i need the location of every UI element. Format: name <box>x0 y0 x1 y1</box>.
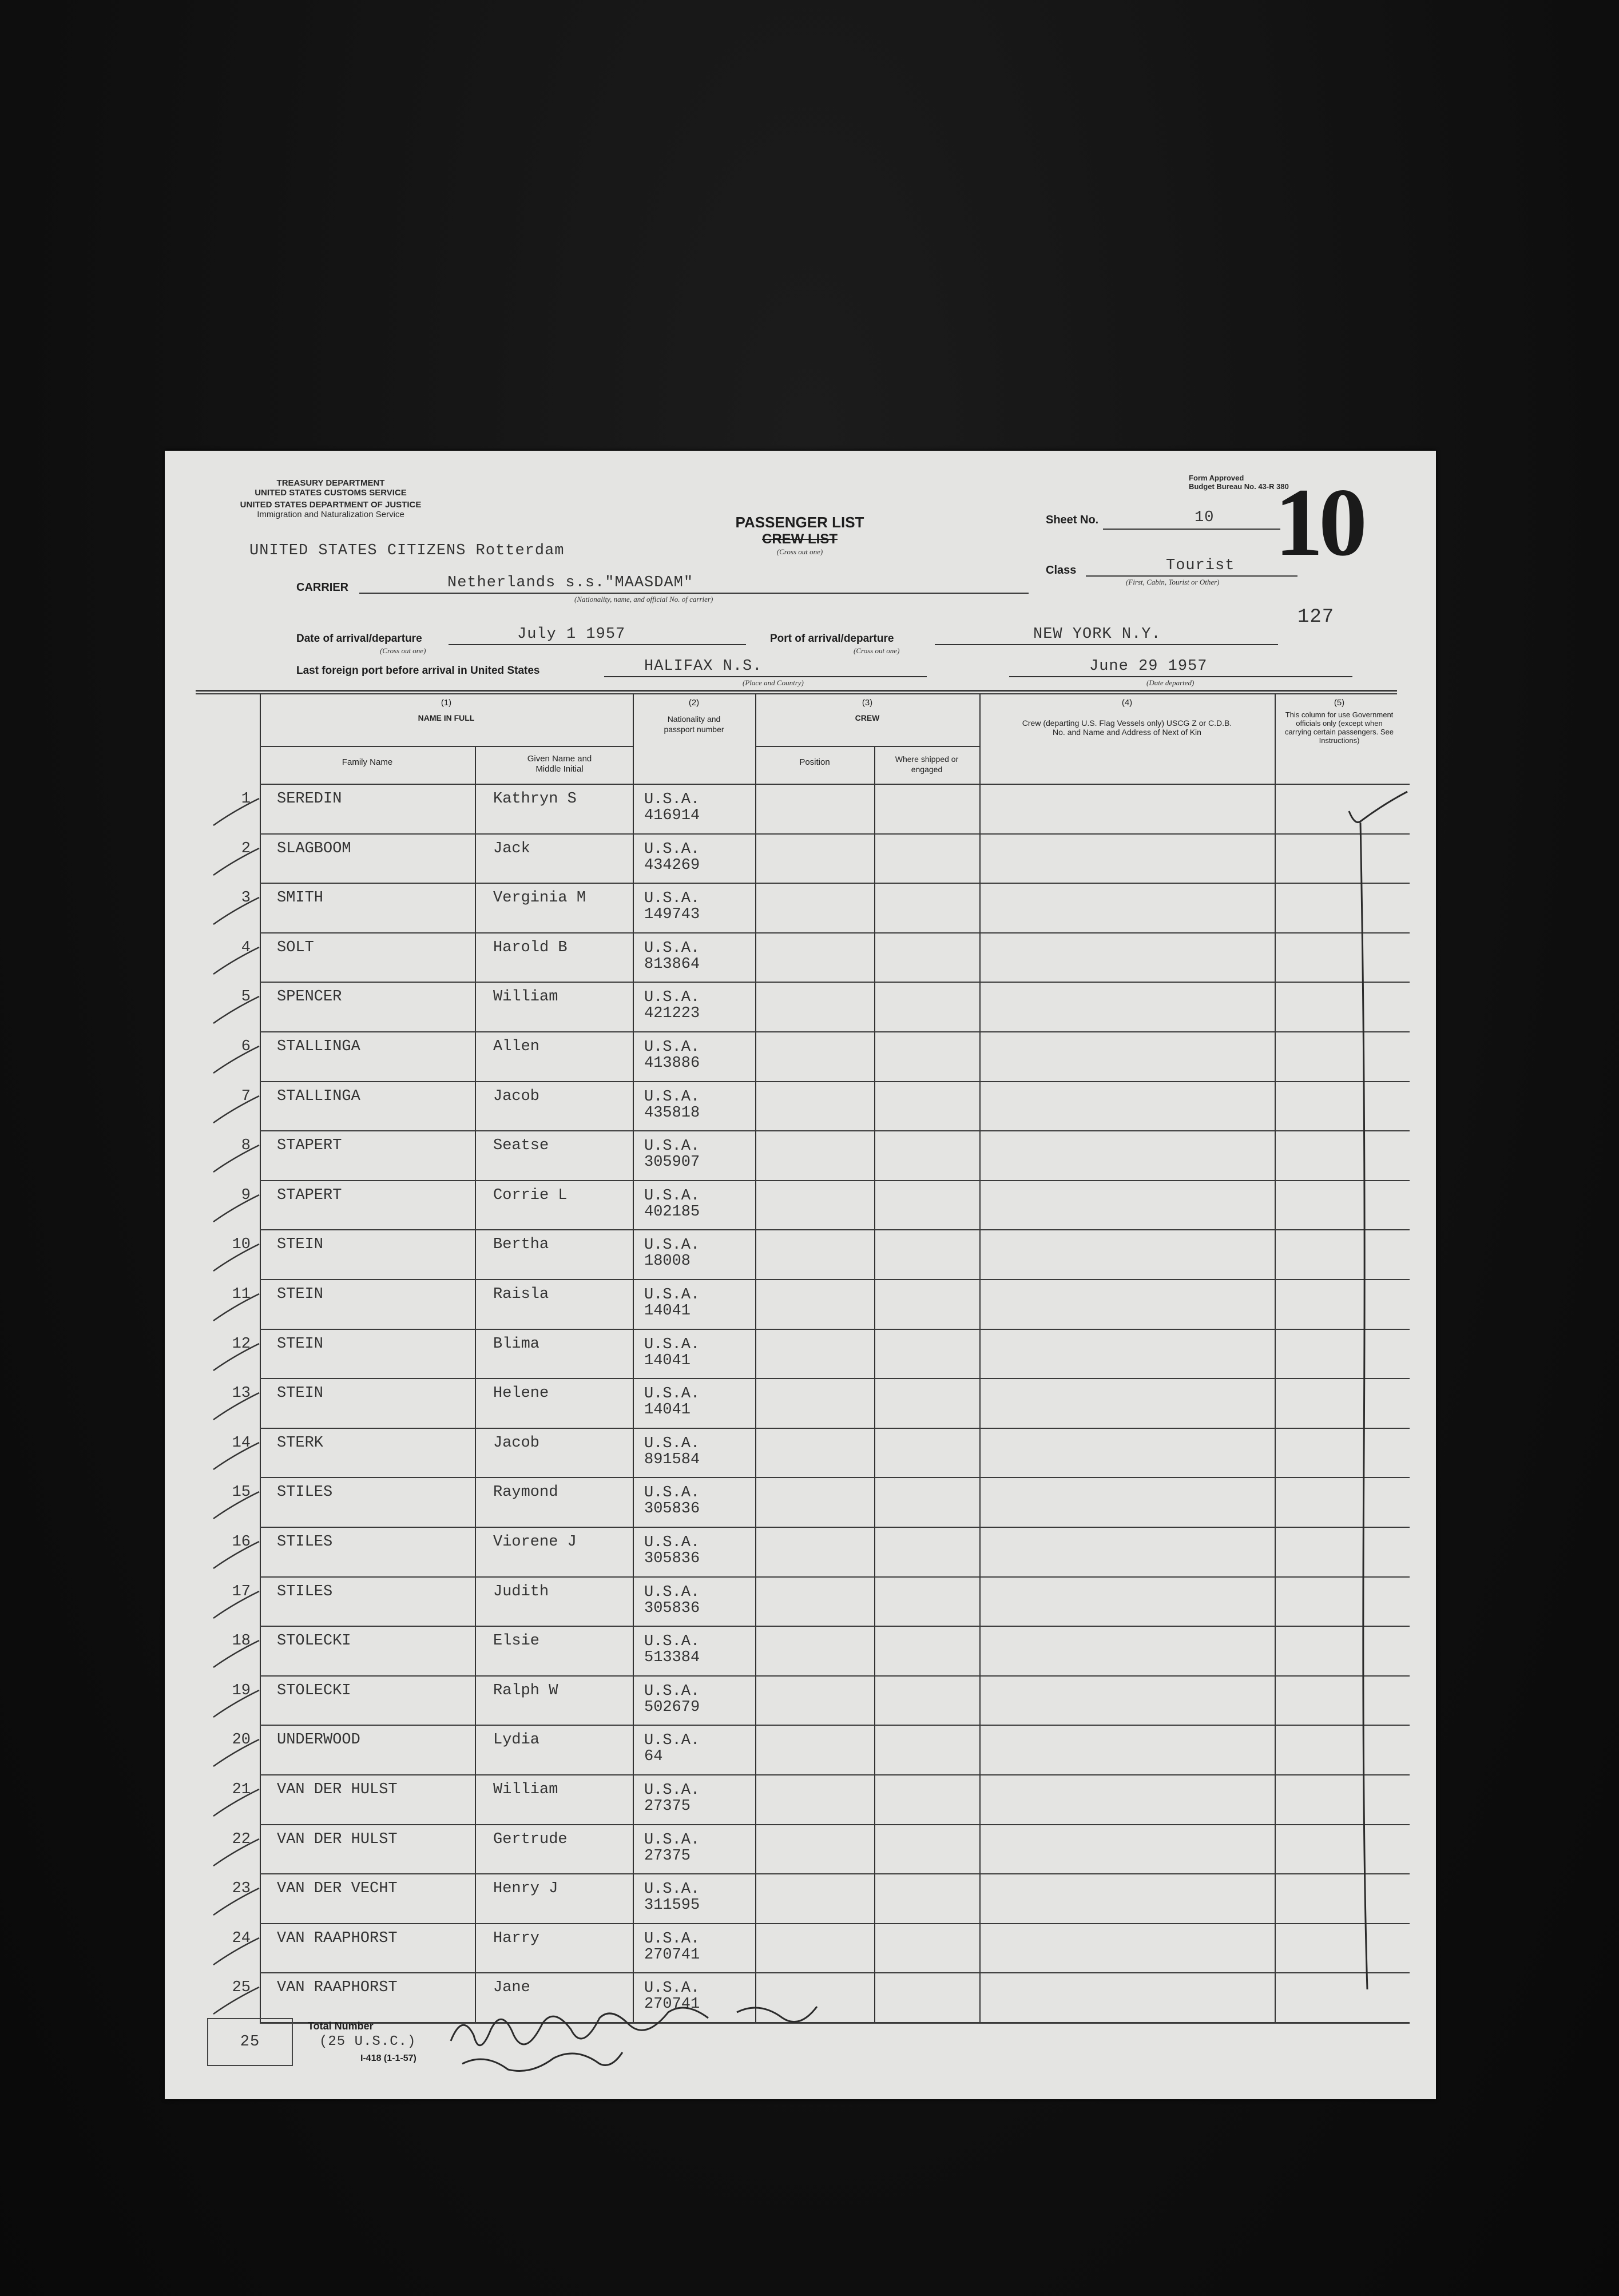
given-name: Harry <box>493 1929 540 1947</box>
given-name: Henry J <box>493 1880 558 1898</box>
passport-number: 14041 <box>644 1352 691 1369</box>
dept-line-ins: Immigration and Naturalization Service <box>257 510 404 519</box>
passport-number: 813864 <box>644 955 700 973</box>
nationality-passport <box>644 1138 700 1170</box>
cross-out-hint: (Cross out one) <box>776 547 823 556</box>
tally-mark-icon <box>211 1735 262 1769</box>
tally-mark-icon <box>211 1537 262 1571</box>
nationality: U.S.A. <box>644 1237 700 1254</box>
tally-mark-icon <box>211 1240 262 1274</box>
date-departed-value: June 29 1957 <box>1089 658 1208 675</box>
dept-line-justice: UNITED STATES DEPARTMENT OF JUSTICE <box>240 500 422 510</box>
given-name: Gertrude <box>493 1830 568 1848</box>
table-row <box>165 1626 1436 1675</box>
given-name: Harold B <box>493 939 568 956</box>
family-name: VAN DER HULST <box>277 1830 398 1848</box>
nationality-passport <box>644 841 700 873</box>
form-number: I-418 (1-1-57) <box>360 2053 416 2063</box>
table-row <box>165 1774 1436 1824</box>
nationality: U.S.A. <box>644 1980 700 1997</box>
dept-line-customs: UNITED STATES CUSTOMS SERVICE <box>255 488 407 498</box>
passport-number: 270741 <box>644 1946 700 1964</box>
tally-mark-icon <box>211 1587 262 1621</box>
family-name: STOLECKI <box>277 1632 351 1650</box>
nationality-passport <box>644 792 700 824</box>
passport-number: 305836 <box>644 1550 700 1567</box>
last-port-label: Last foreign port before arrival in United States <box>296 665 540 677</box>
row-number: 12 <box>232 1335 251 1353</box>
total-number-label: Total Number <box>308 2020 374 2032</box>
nationality: U.S.A. <box>644 1732 700 1750</box>
nationality-passport <box>644 1039 700 1071</box>
passport-number: 305836 <box>644 1599 700 1617</box>
nationality: U.S.A. <box>644 1881 700 1898</box>
nationality-passport <box>644 1089 700 1121</box>
table-row <box>165 1279 1436 1329</box>
given-name: Verginia M <box>493 889 586 907</box>
last-port-hint: (Place and Country) <box>743 678 804 687</box>
family-name: STEIN <box>277 1286 324 1303</box>
nationality-passport <box>644 1634 700 1666</box>
nationality-passport <box>644 1832 700 1864</box>
nationality-passport <box>644 1485 700 1517</box>
tally-mark-icon <box>211 1190 262 1225</box>
given-name: Jane <box>493 1979 530 1997</box>
tally-mark-icon <box>211 1834 262 1869</box>
tally-mark-icon <box>211 1983 262 2017</box>
date-departed-hint: (Date departed) <box>1146 678 1195 687</box>
passport-number: 305836 <box>644 1500 700 1518</box>
table-row <box>165 1477 1436 1527</box>
col1-title: NAME IN FULL <box>418 713 475 722</box>
tally-mark-icon <box>211 1141 262 1175</box>
nationality: U.S.A. <box>644 1435 700 1452</box>
passport-number: 305907 <box>644 1154 700 1171</box>
nationality-passport <box>644 1931 700 1963</box>
tally-mark-icon <box>211 943 262 977</box>
nationality-passport <box>644 1386 700 1418</box>
col2-title: Nationality and passport number <box>664 714 724 734</box>
table-row <box>165 833 1436 883</box>
given-name: William <box>493 988 558 1006</box>
nationality-passport <box>644 1584 700 1616</box>
family-name-header: Family Name <box>342 757 393 767</box>
passport-number: 149743 <box>644 906 700 924</box>
passport-number: 14041 <box>644 1302 691 1320</box>
table-row <box>165 883 1436 932</box>
family-name: SMITH <box>277 889 324 907</box>
citizens-line: UNITED STATES CITIZENS Rotterdam <box>249 542 565 559</box>
nationality: U.S.A. <box>644 1930 700 1948</box>
table-row <box>165 932 1436 982</box>
list-title: PASSENGER LIST <box>735 514 864 531</box>
family-name: STILES <box>277 1583 333 1600</box>
given-name: William <box>493 1781 558 1798</box>
tally-mark-icon <box>211 1339 262 1373</box>
passport-number: 311595 <box>644 1897 700 1914</box>
nationality: U.S.A. <box>644 1088 700 1106</box>
passport-number: 14041 <box>644 1401 691 1419</box>
nationality: U.S.A. <box>644 1583 700 1601</box>
given-name: Elsie <box>493 1632 540 1650</box>
row-number: 1 <box>241 791 251 808</box>
nationality: U.S.A. <box>644 1385 700 1403</box>
family-name: SLAGBOOM <box>277 840 351 857</box>
row-number: 22 <box>232 1830 251 1848</box>
nationality: U.S.A. <box>644 890 700 908</box>
row-number: 2 <box>241 840 251 857</box>
nationality-passport <box>644 1337 700 1369</box>
passenger-list-sheet <box>165 451 1436 2099</box>
nationality: U.S.A. <box>644 1831 700 1849</box>
col3-number: (3) <box>862 698 873 708</box>
given-name: Viorene J <box>493 1534 577 1551</box>
tally-mark-icon <box>211 1933 262 1968</box>
passport-number: 402185 <box>644 1203 700 1221</box>
row-number: 20 <box>232 1731 251 1749</box>
family-name: SEREDIN <box>277 791 342 808</box>
tally-mark-icon <box>211 992 262 1026</box>
class-hint: (First, Cabin, Tourist or Other) <box>1126 578 1220 586</box>
family-name: STALLINGA <box>277 1087 360 1105</box>
table-row <box>165 1576 1436 1626</box>
passport-number: 416914 <box>644 807 700 824</box>
passport-number: 64 <box>644 1748 663 1766</box>
table-row <box>165 1725 1436 1774</box>
row-number: 15 <box>232 1484 251 1501</box>
family-name: STEIN <box>277 1335 324 1353</box>
nationality-passport <box>644 1188 700 1220</box>
carrier-value: Netherlands s.s."MAASDAM" <box>447 574 694 591</box>
class-label: Class <box>1046 564 1077 577</box>
col3-title: CREW <box>855 713 880 722</box>
col5-number: (5) <box>1334 698 1345 708</box>
row-number: 9 <box>241 1186 251 1204</box>
row-number: 8 <box>241 1137 251 1155</box>
table-row <box>165 1180 1436 1230</box>
usc-reference: (25 U.S.C.) <box>319 2034 416 2049</box>
passport-number: 421223 <box>644 1005 700 1023</box>
carrier-label: CARRIER <box>296 581 349 594</box>
tally-mark-icon <box>211 844 262 878</box>
given-name: Blima <box>493 1335 540 1353</box>
nationality-passport <box>644 990 700 1022</box>
row-number: 11 <box>232 1286 251 1303</box>
given-name: Helene <box>493 1385 549 1403</box>
nationality-passport <box>644 1237 700 1269</box>
table-row <box>165 1527 1436 1576</box>
passport-number: 18008 <box>644 1253 691 1270</box>
carrier-hint: (Nationality, name, and official No. of carrier) <box>574 595 713 603</box>
table-row <box>165 1923 1436 1973</box>
tally-mark-icon <box>211 893 262 927</box>
row-number: 14 <box>232 1434 251 1452</box>
nationality-passport <box>644 1733 700 1765</box>
family-name: STALLINGA <box>277 1038 360 1055</box>
row-number: 19 <box>232 1682 251 1699</box>
port-label: Port of arrival/departure <box>770 633 894 645</box>
table-row <box>165 1329 1436 1379</box>
row-number: 23 <box>232 1880 251 1898</box>
date-arrival-value: July 1 1957 <box>517 626 626 643</box>
row-number: 21 <box>232 1781 251 1798</box>
stamp-number: 127 <box>1297 606 1335 628</box>
crew-list-crossed: CREW LIST <box>762 531 838 547</box>
passenger-rows <box>165 451 1436 2099</box>
nationality-passport <box>644 891 700 923</box>
nationality: U.S.A. <box>644 1138 700 1155</box>
passport-number: 891584 <box>644 1451 700 1468</box>
tally-mark-icon <box>211 1884 262 1918</box>
family-name: VAN RAAPHORST <box>277 1929 398 1947</box>
row-number: 3 <box>241 889 251 907</box>
given-name: Seatse <box>493 1137 549 1155</box>
passport-number: 27375 <box>644 1847 691 1865</box>
given-name: Jacob <box>493 1434 540 1452</box>
nationality: U.S.A. <box>644 791 700 808</box>
given-name: Corrie L <box>493 1186 568 1204</box>
nationality-passport <box>644 1881 700 1913</box>
family-name: STERK <box>277 1434 324 1452</box>
row-number: 7 <box>241 1087 251 1105</box>
sheet-no-value: 10 <box>1195 509 1215 526</box>
sheet-no-label: Sheet No. <box>1046 514 1099 526</box>
given-name: Jacob <box>493 1087 540 1105</box>
port-cross-hint: (Cross out one) <box>854 646 900 655</box>
table-row <box>165 1873 1436 1923</box>
row-number: 10 <box>232 1236 251 1254</box>
table-row <box>165 1031 1436 1081</box>
family-name: STAPERT <box>277 1186 342 1204</box>
last-port-value: HALIFAX N.S. <box>644 658 763 675</box>
table-row <box>165 784 1436 833</box>
date-cross-hint: (Cross out one) <box>380 646 426 655</box>
check-mark-icon <box>1275 771 1412 2018</box>
table-row <box>165 1428 1436 1477</box>
nationality-passport <box>644 1287 700 1319</box>
table-row <box>165 1130 1436 1180</box>
col5-title: This column for use Government officials only (except when carrying certain passengers. See Instructions) <box>1284 710 1394 745</box>
table-row <box>165 1229 1436 1279</box>
given-name: Kathryn S <box>493 791 577 808</box>
tally-mark-icon <box>211 794 262 828</box>
nationality: U.S.A. <box>644 939 700 957</box>
row-number: 16 <box>232 1534 251 1551</box>
row-number: 5 <box>241 988 251 1006</box>
nationality: U.S.A. <box>644 1484 700 1502</box>
given-name: Jack <box>493 840 530 857</box>
family-name: SOLT <box>277 939 314 956</box>
row-number: 24 <box>232 1929 251 1947</box>
passport-number: 502679 <box>644 1698 700 1716</box>
family-name: UNDERWOOD <box>277 1731 360 1749</box>
row-number: 6 <box>241 1038 251 1055</box>
nationality: U.S.A. <box>644 1336 700 1353</box>
table-row <box>165 982 1436 1031</box>
port-value: NEW YORK N.Y. <box>1033 626 1161 643</box>
budget-bureau-line: Budget Bureau No. 43-R 380 <box>1189 482 1289 491</box>
tally-mark-icon <box>211 1686 262 1720</box>
class-value: Tourist <box>1166 557 1235 574</box>
tally-mark-icon <box>211 1042 262 1076</box>
total-number-box: 25 <box>207 2018 293 2066</box>
sheet-stamp-number: 10 <box>1275 468 1363 576</box>
nationality: U.S.A. <box>644 1039 700 1056</box>
passport-number: 513384 <box>644 1649 700 1667</box>
shipped-header: Where shipped or engaged <box>895 754 959 774</box>
tally-mark-icon <box>211 1388 262 1423</box>
family-name: STAPERT <box>277 1137 342 1155</box>
nationality: U.S.A. <box>644 1633 700 1651</box>
passport-number: 270741 <box>644 1996 700 2013</box>
date-arrival-label: Date of arrival/departure <box>296 633 422 645</box>
family-name: STEIN <box>277 1236 324 1254</box>
family-name: VAN DER VECHT <box>277 1880 398 1898</box>
nationality: U.S.A. <box>644 989 700 1007</box>
tally-mark-icon <box>211 1438 262 1472</box>
nationality-passport <box>644 1683 700 1715</box>
nationality-passport <box>644 940 700 972</box>
family-name: VAN RAAPHORST <box>277 1979 398 1997</box>
nationality-passport <box>644 1535 700 1567</box>
table-row <box>165 1675 1436 1725</box>
col1-number: (1) <box>441 698 452 708</box>
nationality: U.S.A. <box>644 840 700 858</box>
tally-mark-icon <box>211 1289 262 1324</box>
nationality-passport <box>644 1436 700 1468</box>
nationality: U.S.A. <box>644 1782 700 1799</box>
family-name: VAN DER HULST <box>277 1781 398 1798</box>
row-number: 25 <box>232 1979 251 1997</box>
nationality: U.S.A. <box>644 1286 700 1304</box>
table-row <box>165 1081 1436 1131</box>
given-name: Judith <box>493 1583 549 1600</box>
position-header: Position <box>799 757 830 767</box>
tally-mark-icon <box>211 1091 262 1126</box>
passport-number: 434269 <box>644 856 700 874</box>
passport-number: 27375 <box>644 1798 691 1815</box>
table-row <box>165 1824 1436 1874</box>
given-name: Ralph W <box>493 1682 558 1699</box>
row-number: 18 <box>232 1632 251 1650</box>
given-name: Raisla <box>493 1286 549 1303</box>
form-approved-line: Form Approved <box>1189 474 1244 482</box>
tally-mark-icon <box>211 1487 262 1522</box>
dept-line-treasury: TREASURY DEPARTMENT <box>276 478 385 488</box>
family-name: STILES <box>277 1484 333 1501</box>
row-number: 17 <box>232 1583 251 1600</box>
tally-mark-icon <box>211 1785 262 1819</box>
table-row <box>165 1378 1436 1428</box>
given-name: Lydia <box>493 1731 540 1749</box>
given-name: Raymond <box>493 1484 558 1501</box>
signature-scribble <box>439 1989 840 2081</box>
col4-title: Crew (departing U.S. Flag Vessels only) USCG Z or C.D.B. No. and Name and Address of Next of Kin <box>1022 718 1232 737</box>
given-name-header: Given Name and Middle Initial <box>527 754 592 774</box>
row-number: 13 <box>232 1385 251 1403</box>
nationality-passport <box>644 1782 700 1814</box>
col2-number: (2) <box>688 698 700 708</box>
col4-number: (4) <box>1121 698 1133 708</box>
nationality: U.S.A. <box>644 1187 700 1205</box>
given-name: Allen <box>493 1038 540 1055</box>
family-name: SPENCER <box>277 988 342 1006</box>
passport-number: 435818 <box>644 1104 700 1122</box>
family-name: STILES <box>277 1534 333 1551</box>
passport-number: 413886 <box>644 1055 700 1072</box>
nationality: U.S.A. <box>644 1534 700 1551</box>
row-number: 4 <box>241 939 251 956</box>
family-name: STEIN <box>277 1385 324 1403</box>
tally-mark-icon <box>211 1636 262 1670</box>
family-name: STOLECKI <box>277 1682 351 1699</box>
given-name: Bertha <box>493 1236 549 1254</box>
nationality: U.S.A. <box>644 1682 700 1700</box>
